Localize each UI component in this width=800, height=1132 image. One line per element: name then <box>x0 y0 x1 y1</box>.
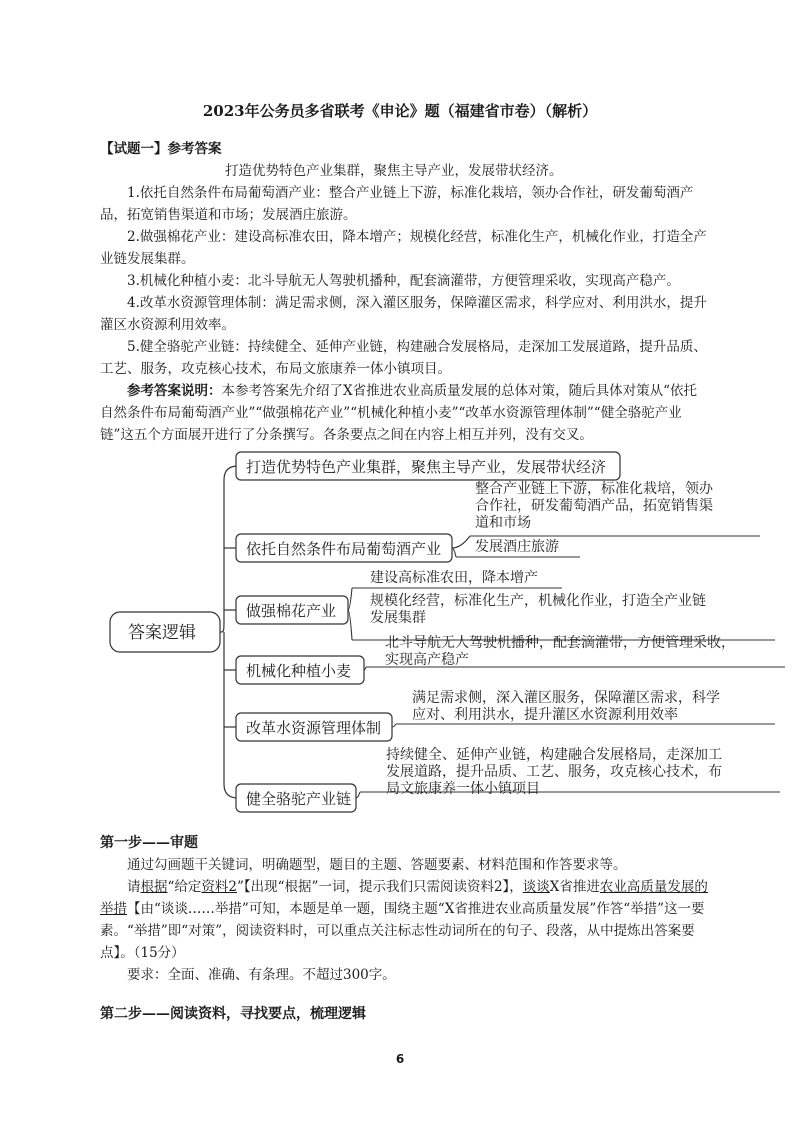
mindmap-branch-label: 健全骆驼产业链 <box>246 790 352 808</box>
explanation-text: 本参考答案先介绍了X省推进农业高质量发展的总体对策，随后具体对策从“依托自然条件布局葡萄酒产业”“做强棉花产业”“机械化种植小麦”“改革水资源管理体制”“健全骆驼产业链”这五个方面展开进行了分条撰写。各条要点之间在内容上相互并列，没有交叉。 <box>100 383 698 443</box>
answer-point-3: 3.机械化种植小麦：北斗导航无人驾驶机播种，配套滴灌带，方便管理采收，实现高产稳产。 <box>127 273 680 289</box>
mindmap-branch-label: 依托自然条件布局葡萄酒产业 <box>246 540 442 558</box>
mindmap-branch-label: 机械化种植小麦 <box>246 662 352 680</box>
intro-line: 打造优势特色产业集群，聚焦主导产业，发展带状经济。 <box>225 163 563 179</box>
mindmap-leaf-text: 局文旅康养一体小镇项目 <box>386 781 540 797</box>
step1-question: 请根据“给定资料2”【出现“根据”一词，提示我们只需阅读资料2】，谈谈X省推进农业高质量发展的举措【由“谈谈……举措”可知，本题是单一题，围绕主题“X省推进农业高质量发展”作答“举措”这一要素。“举措”即“对策”，阅读资料时，可以重点关注标志性动词所在的句子、段落，从中提炼出答案要点】。（15分） <box>100 879 708 961</box>
mindmap-leaf-text: 整合产业链上下游，标准化栽培，领办 <box>475 481 713 497</box>
explanation-label: 参考答案说明： <box>127 383 222 399</box>
mindmap-leaf-text: 建设高标准农田，降本增产 <box>370 570 538 586</box>
question-one-label: 【试题一】参考答案 <box>100 141 222 157</box>
mindmap-leaf-connector <box>392 724 396 727</box>
mindmap-trunk-bottom <box>224 632 238 798</box>
mindmap-leaf-text: 实现高产稳产 <box>385 652 469 668</box>
step2-heading: 第二步——阅读资料，寻找要点，梳理逻辑 <box>100 1006 366 1022</box>
mindmap-leaf-connector <box>452 536 470 548</box>
mindmap-leaf-text: 道和市场 <box>475 515 531 531</box>
page-number: 6 <box>395 1052 405 1066</box>
answer-point-2: 2.做强棉花产业：建设高标准农田，降本增产；规模化经营，标准化生产，机械化作业，打造全产业链发展集群。 <box>100 229 707 267</box>
mindmap-leaf-connector <box>348 610 352 640</box>
mindmap-branch-label: 改革水资源管理体制 <box>246 719 382 737</box>
step1-instruction: 通过勾画题干关键词，明确题型，题目的主题、答题要素、材料范围和作答要求等。 <box>127 857 627 873</box>
mindmap-leaf-text: 持续健全、延伸产业链，构建融合发展格局，走深加工 <box>386 747 722 763</box>
mindmap-leaf-text: 应对、利用洪水，提升灌区水资源利用效率 <box>412 707 678 723</box>
mindmap-leaf-text: 发展酒庄旅游 <box>475 539 559 555</box>
answer-logic-mindmap <box>0 440 800 820</box>
mindmap-branch-label: 做强棉花产业 <box>246 602 337 620</box>
mindmap-leaf-text: 满足需求侧，深入灌区服务，保障灌区需求，科学 <box>412 690 720 706</box>
step1-heading: 第一步——审题 <box>100 835 198 851</box>
mindmap-leaf-text: 合作社，研发葡萄酒产品，拓宽销售渠 <box>475 498 713 514</box>
answer-point-5: 5.健全骆驼产业链：持续健全、延伸产业链，构建融合发展格局，走深加工发展道路，提升品质、工艺、服务，攻克核心技术，布局文旅康养一体小镇项目。 <box>100 339 707 377</box>
mindmap-leaf-connector <box>356 792 360 798</box>
answer-explanation <box>100 380 710 446</box>
mindmap-leaf-text: 规模化经营，标准化生产，机械化作业，打造全产业链 <box>370 593 706 609</box>
mindmap-leaf-connector <box>452 548 456 557</box>
document-title: 2023年公务员多省联考《申论》题（福建省市卷）（解析） <box>202 102 598 120</box>
mindmap-root-label: 答案逻辑 <box>128 623 196 643</box>
mindmap-leaf-text: 发展道路，提升品质、工艺、服务，攻克核心技术，布 <box>386 764 722 780</box>
mindmap-leaf-connector <box>348 588 352 610</box>
mindmap-leaf-text: 发展集群 <box>370 610 426 626</box>
mindmap-trunk-top <box>220 466 238 632</box>
answer-requirement: 要求：全面、准确、有条理。不超过300字。 <box>127 967 396 983</box>
mindmap-branch-label: 打造优势特色产业集群，聚焦主导产业，发展带状经济 <box>246 458 607 476</box>
answer-point-1: 1.依托自然条件布局葡萄酒产业：整合产业链上下游，标准化栽培，领办合作社，研发葡萄酒产品，拓宽销售渠道和市场；发展酒庄旅游。 <box>100 185 694 223</box>
answer-point-4: 4.改革水资源管理体制：满足需求侧，深入灌区服务，保障灌区需求，科学应对、利用洪水，提升灌区水资源利用效率。 <box>100 295 707 333</box>
mindmap-leaf-text: 北斗导航无人驾驶机播种，配套滴灌带，方便管理采收， <box>385 635 735 651</box>
